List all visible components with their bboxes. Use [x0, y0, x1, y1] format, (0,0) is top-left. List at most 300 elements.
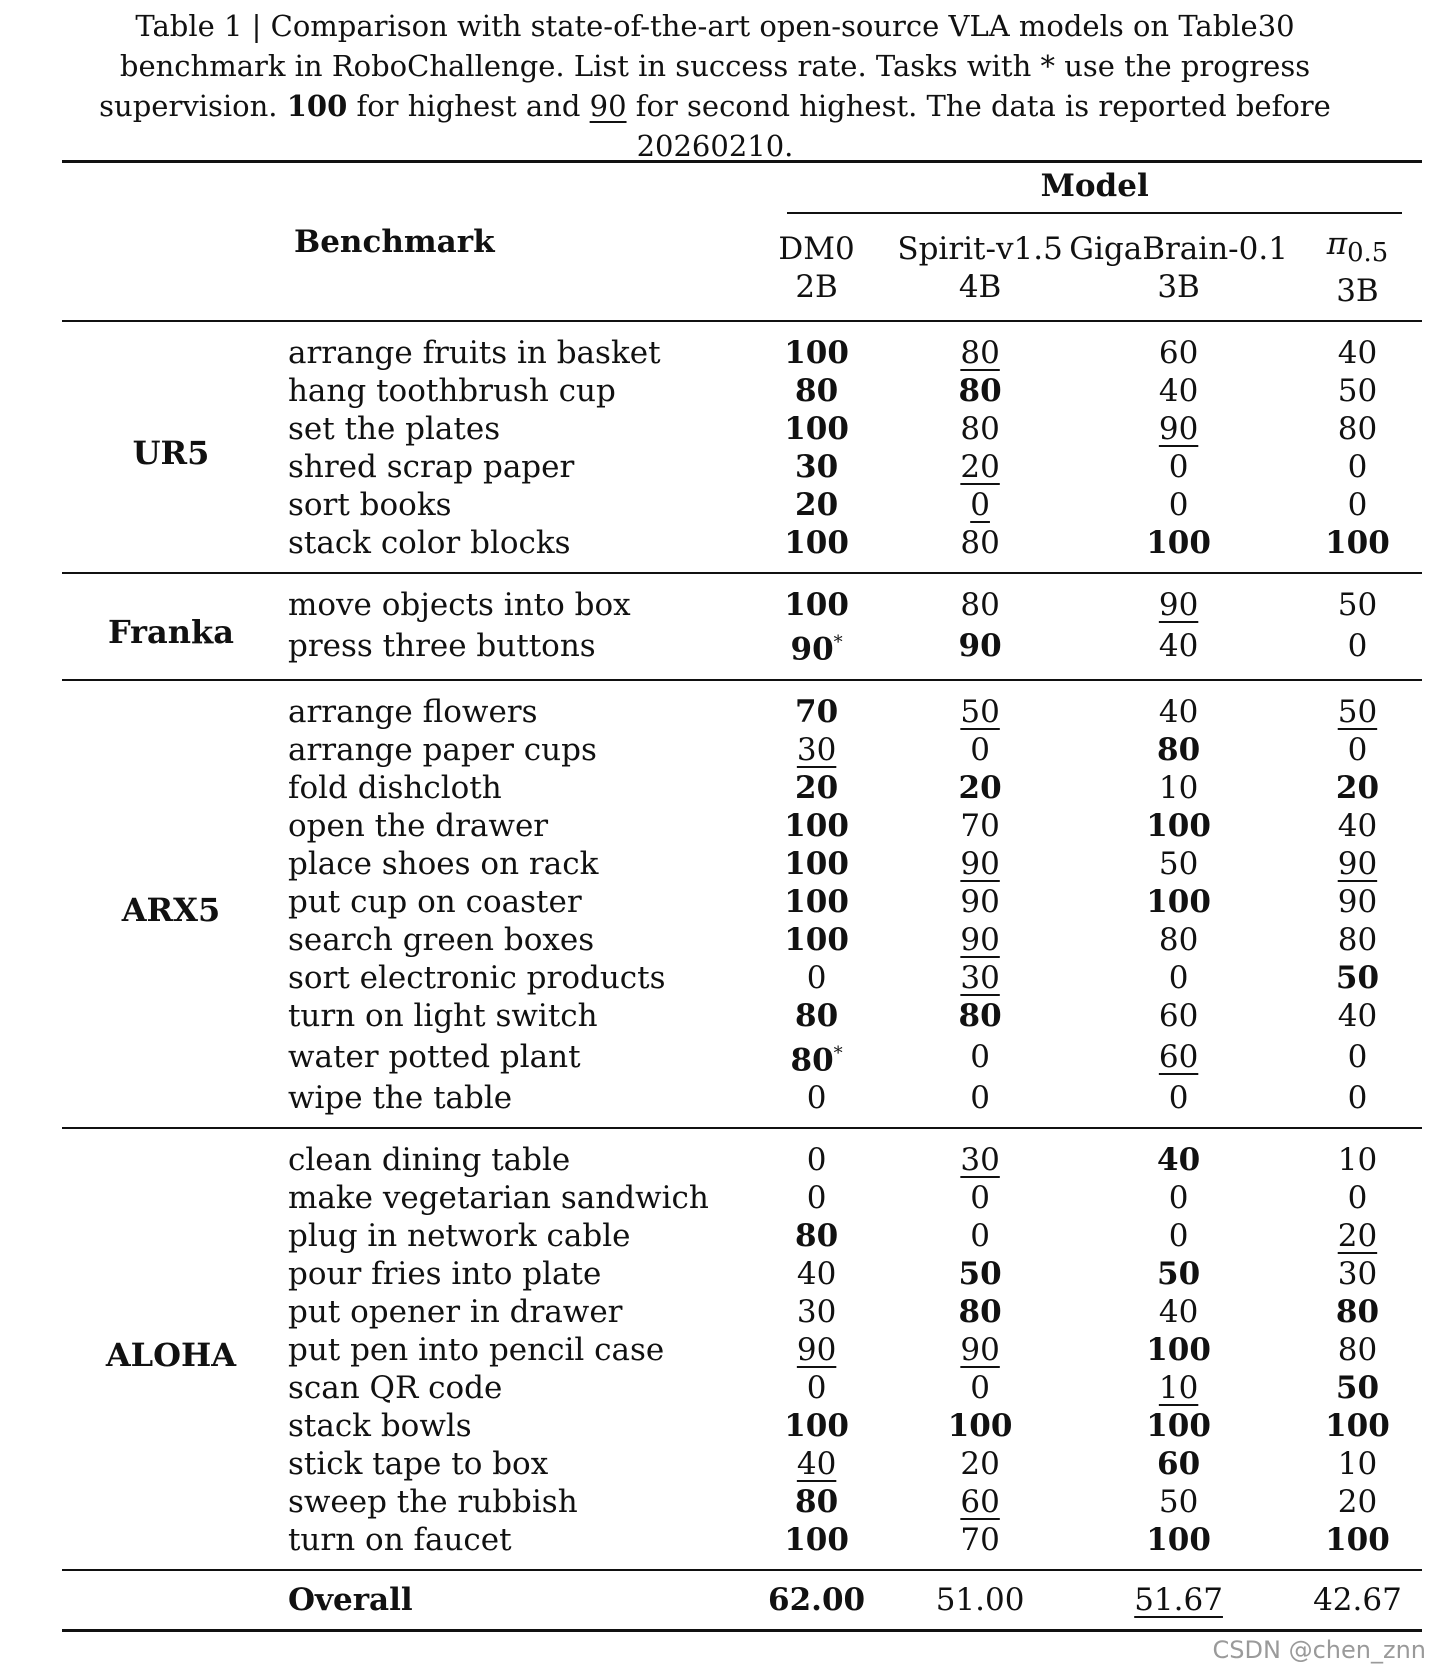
progress-supervision-mark: * — [833, 632, 843, 654]
value-text: 0 — [1168, 1079, 1189, 1116]
caption-bold-example: 100 — [286, 89, 348, 123]
value-cell — [1293, 321, 1422, 372]
value-cell — [1064, 1521, 1293, 1570]
value-cell — [896, 524, 1064, 573]
task-name: open the drawer — [287, 807, 549, 844]
value-text: 90 — [1337, 845, 1378, 882]
value-text: 0 — [1347, 1079, 1368, 1116]
value-text: 100 — [784, 411, 849, 448]
robot-group-label: UR5 — [132, 434, 210, 473]
value-text: 90 — [960, 845, 1000, 882]
value-cell — [737, 845, 896, 883]
value-cell — [737, 372, 896, 410]
value-cell — [896, 769, 1064, 807]
col-name: GigaBrain-0.1 — [1069, 230, 1288, 267]
value-text: 50 — [958, 1255, 1002, 1292]
value-cell — [1064, 1293, 1293, 1331]
value-text: 30 — [795, 449, 839, 486]
task-name: search green boxes — [287, 921, 595, 958]
value-cell — [1293, 883, 1422, 921]
task-name: move objects into box — [287, 587, 631, 624]
value-text: 90 — [796, 1331, 837, 1368]
value-cell — [896, 1179, 1064, 1217]
value-text: 30 — [796, 731, 837, 768]
value-cell — [896, 1369, 1064, 1407]
task-name: stack bowls — [287, 1407, 472, 1444]
value-cell — [1064, 1255, 1293, 1293]
benchmark-header: Benchmark — [294, 223, 495, 260]
col-size: 2B — [795, 268, 838, 305]
value-text: 20 — [1337, 1217, 1378, 1254]
value-text: 0 — [806, 959, 827, 996]
task-name: arrange paper cups — [287, 731, 597, 768]
value-cell — [1064, 624, 1293, 679]
col-header-pi05 — [1293, 219, 1422, 321]
value-cell — [1064, 1217, 1293, 1255]
task-name: sort books — [287, 487, 452, 524]
value-text: 100 — [784, 807, 849, 844]
value-cell — [896, 1331, 1064, 1369]
value-cell — [1293, 1407, 1422, 1445]
value-cell — [737, 1128, 896, 1179]
value-text: 62.00 — [768, 1581, 866, 1618]
task-name: press three buttons — [287, 628, 596, 665]
value-text: 80 — [960, 411, 1000, 448]
results-table — [62, 160, 1422, 1632]
value-text: 100 — [1146, 1521, 1211, 1558]
value-cell — [737, 1079, 896, 1128]
value-cell — [1293, 372, 1422, 410]
value-text: 80 — [1337, 411, 1378, 448]
value-cell — [896, 845, 1064, 883]
col-subscript: 0.5 — [1347, 238, 1389, 269]
value-cell — [896, 680, 1064, 731]
value-text: 0 — [1168, 959, 1189, 996]
value-text: 30 — [960, 959, 1000, 996]
value-cell — [896, 1217, 1064, 1255]
value-cell — [1293, 959, 1422, 997]
task-name: scan QR code — [287, 1369, 503, 1406]
task-name: stack color blocks — [287, 525, 571, 562]
value-cell — [896, 1483, 1064, 1521]
value-cell — [737, 1483, 896, 1521]
task-name: set the plates — [287, 411, 501, 448]
value-cell — [896, 1079, 1064, 1128]
value-cell — [1064, 321, 1293, 372]
robot-group-label: Franka — [108, 613, 234, 652]
value-text: 90 — [960, 921, 1000, 958]
value-text: 30 — [1337, 1255, 1378, 1292]
value-text: 100 — [1146, 883, 1211, 920]
value-cell — [896, 1445, 1064, 1483]
value-text: 100 — [1146, 525, 1211, 562]
value-text: 40 — [1157, 1141, 1201, 1178]
value-cell — [1064, 845, 1293, 883]
value-text: 90 — [1337, 883, 1378, 920]
value-cell — [737, 486, 896, 524]
value-text: 50 — [1335, 959, 1380, 996]
task-name: arrange fruits in basket — [287, 335, 661, 372]
value-cell — [737, 1035, 896, 1079]
value-text: 0 — [1347, 628, 1368, 665]
task-name: water potted plant — [287, 1038, 581, 1075]
value-cell — [737, 1570, 896, 1631]
value-cell — [737, 731, 896, 769]
task-name: hang toothbrush cup — [287, 373, 616, 410]
value-text: 100 — [1146, 1407, 1211, 1444]
value-cell — [737, 624, 896, 679]
value-cell — [1064, 486, 1293, 524]
value-text: 100 — [1325, 525, 1390, 562]
value-cell — [896, 624, 1064, 679]
value-cell — [737, 1331, 896, 1369]
value-cell — [1293, 921, 1422, 959]
table-caption — [50, 6, 1380, 166]
value-text: 50 — [1157, 1255, 1201, 1292]
value-text: 0 — [806, 1141, 827, 1178]
value-text: 0 — [970, 731, 990, 768]
value-text: 100 — [1146, 1331, 1211, 1368]
value-cell — [737, 448, 896, 486]
col-header-spirit — [896, 219, 1064, 321]
value-text: 80 — [1335, 1293, 1380, 1330]
value-text: 50 — [1158, 1483, 1199, 1520]
value-text: 40 — [1158, 1293, 1199, 1330]
table-row — [62, 321, 1422, 372]
value-text: 90 — [958, 628, 1002, 665]
value-cell — [1064, 1483, 1293, 1521]
value-cell — [1293, 997, 1422, 1035]
value-text: 50 — [1337, 373, 1378, 410]
value-cell — [1293, 1255, 1422, 1293]
value-text: 80 — [790, 1041, 834, 1078]
value-cell — [896, 1570, 1064, 1631]
value-text: 80 — [960, 335, 1000, 372]
value-cell — [896, 1521, 1064, 1570]
value-cell — [1064, 959, 1293, 997]
value-text: 0 — [1168, 449, 1189, 486]
value-cell — [1064, 769, 1293, 807]
value-text: 40 — [796, 1255, 837, 1292]
value-cell — [1064, 1035, 1293, 1079]
task-name: turn on light switch — [287, 997, 598, 1034]
value-text: 80 — [960, 587, 1000, 624]
value-text: 0 — [806, 1079, 827, 1116]
value-cell — [1293, 1570, 1422, 1631]
model-header — [737, 162, 1422, 220]
col-name: π — [1326, 226, 1348, 262]
value-text: 80 — [958, 997, 1002, 1034]
value-text: 50 — [1335, 1369, 1380, 1406]
value-text: 90 — [1158, 411, 1199, 448]
value-text: 20 — [958, 769, 1002, 806]
value-text: 0 — [1347, 449, 1368, 486]
value-cell — [1293, 680, 1422, 731]
value-text: 50 — [960, 693, 1000, 730]
value-text: 100 — [947, 1407, 1013, 1444]
task-name: make vegetarian sandwich — [287, 1179, 709, 1216]
value-text: 0 — [970, 1369, 990, 1406]
value-cell — [896, 372, 1064, 410]
value-cell — [737, 1217, 896, 1255]
value-text: 42.67 — [1313, 1581, 1402, 1618]
value-cell — [1064, 448, 1293, 486]
value-cell — [1064, 1331, 1293, 1369]
value-text: 80 — [795, 1483, 839, 1520]
value-cell — [896, 921, 1064, 959]
value-cell — [896, 1407, 1064, 1445]
value-text: 80 — [958, 1293, 1002, 1330]
value-text: 10 — [1158, 1369, 1199, 1406]
value-cell — [1064, 1445, 1293, 1483]
value-text: 100 — [784, 921, 849, 958]
value-text: 80 — [795, 373, 839, 410]
empty-cell — [62, 1570, 280, 1631]
value-cell — [1064, 680, 1293, 731]
value-text: 0 — [970, 1079, 990, 1116]
task-name: put cup on coaster — [287, 883, 582, 920]
value-cell — [1064, 883, 1293, 921]
task-name: sweep the rubbish — [287, 1483, 578, 1520]
value-text: 0 — [806, 1179, 827, 1216]
value-text: 20 — [1335, 769, 1380, 806]
value-cell — [737, 524, 896, 573]
value-cell — [737, 1445, 896, 1483]
value-text: 0 — [1168, 1217, 1189, 1254]
value-cell — [1064, 573, 1293, 624]
value-cell — [1293, 1217, 1422, 1255]
value-cell — [1293, 524, 1422, 573]
value-text: 90 — [960, 883, 1000, 920]
value-cell — [1064, 410, 1293, 448]
value-text: 100 — [1325, 1407, 1390, 1444]
progress-supervision-mark: * — [833, 1042, 843, 1064]
value-text: 90 — [790, 631, 834, 668]
value-text: 40 — [1158, 693, 1199, 730]
value-text: 20 — [795, 487, 839, 524]
value-cell — [737, 997, 896, 1035]
caption-prefix: Table 1 | Comparison with state-of-the-art open-source VLA models on Table30 benchmark in RoboChallenge. List in success rate. Tasks with * use the progress supervision. — [99, 9, 1311, 123]
value-cell — [737, 921, 896, 959]
value-cell — [1064, 997, 1293, 1035]
value-text: 0 — [1347, 1038, 1368, 1075]
value-text: 100 — [784, 335, 849, 372]
value-text: 90 — [960, 1331, 1000, 1368]
col-size: 4B — [958, 268, 1002, 305]
value-cell — [1064, 1079, 1293, 1128]
value-text: 51.00 — [935, 1581, 1025, 1618]
value-text: 100 — [784, 1407, 849, 1444]
value-text: 80 — [1337, 1331, 1378, 1368]
value-cell — [737, 1255, 896, 1293]
task-name: stick tape to box — [287, 1445, 549, 1482]
value-text: 50 — [1337, 587, 1378, 624]
value-text: 60 — [1158, 997, 1199, 1034]
value-cell — [1293, 1521, 1422, 1570]
value-text: 80 — [795, 997, 839, 1034]
value-text: 100 — [784, 845, 849, 882]
value-cell — [737, 1521, 896, 1570]
value-text: 40 — [1337, 807, 1378, 844]
value-cell — [1293, 807, 1422, 845]
value-text: 0 — [970, 1217, 990, 1254]
value-text: 0 — [1347, 487, 1368, 524]
value-text: 70 — [960, 1521, 1000, 1558]
value-cell — [1064, 1407, 1293, 1445]
robot-group-label: ALOHA — [105, 1335, 237, 1374]
value-text: 10 — [1158, 769, 1199, 806]
table-body — [62, 321, 1422, 1630]
value-cell — [896, 1035, 1064, 1079]
col-name: DM0 — [778, 230, 855, 267]
value-cell — [1293, 573, 1422, 624]
value-cell — [1293, 410, 1422, 448]
value-cell — [1293, 1369, 1422, 1407]
value-cell — [896, 1293, 1064, 1331]
value-text: 0 — [1347, 731, 1368, 768]
value-cell — [1293, 486, 1422, 524]
value-text: 80 — [1157, 731, 1201, 768]
value-cell — [896, 410, 1064, 448]
caption-suffix: for second highest. The data is reported before 20260210. — [635, 89, 1331, 163]
value-text: 40 — [1158, 628, 1199, 665]
value-cell — [1064, 1369, 1293, 1407]
value-cell — [896, 997, 1064, 1035]
value-text: 50 — [1337, 693, 1378, 730]
value-cell — [1293, 845, 1422, 883]
value-text: 80 — [1337, 921, 1378, 958]
caption-underline-example: 90 — [589, 89, 627, 123]
value-text: 100 — [1325, 1521, 1390, 1558]
value-cell — [1064, 731, 1293, 769]
task-name: put pen into pencil case — [287, 1331, 665, 1368]
task-name: put opener in drawer — [287, 1293, 623, 1330]
value-cell — [737, 410, 896, 448]
task-name: fold dishcloth — [287, 769, 502, 806]
value-cell — [1293, 769, 1422, 807]
value-text: 0 — [970, 487, 990, 524]
col-header-gigabrain — [1064, 219, 1293, 321]
value-cell — [896, 883, 1064, 921]
value-text: 10 — [1337, 1141, 1378, 1178]
value-cell — [1293, 1035, 1422, 1079]
value-text: 100 — [784, 883, 849, 920]
value-text: 0 — [806, 1369, 827, 1406]
overall-label: Overall — [287, 1581, 413, 1618]
value-text: 20 — [960, 1445, 1000, 1482]
model-header-label: Model — [787, 168, 1402, 214]
value-cell — [1293, 1179, 1422, 1217]
value-cell — [1064, 921, 1293, 959]
value-cell — [737, 883, 896, 921]
value-cell — [737, 1407, 896, 1445]
value-text: 80 — [958, 373, 1002, 410]
value-text: 30 — [960, 1141, 1000, 1178]
value-text: 0 — [1168, 487, 1189, 524]
col-name: Spirit-v1.5 — [897, 230, 1063, 267]
task-name: arrange flowers — [287, 693, 538, 730]
value-cell — [896, 807, 1064, 845]
value-cell — [896, 448, 1064, 486]
value-text: 80 — [795, 1217, 839, 1254]
table-row — [62, 1128, 1422, 1179]
col-size: 3B — [1336, 273, 1379, 310]
value-text: 20 — [960, 449, 1000, 486]
value-text: 70 — [960, 807, 1000, 844]
robot-group-label: ARX5 — [121, 890, 221, 929]
value-cell — [1064, 1179, 1293, 1217]
value-text: 40 — [796, 1445, 837, 1482]
value-text: 100 — [784, 525, 849, 562]
task-name: pour fries into plate — [287, 1255, 602, 1292]
task-name: clean dining table — [287, 1141, 571, 1178]
watermark: CSDN @chen_znn — [1212, 1636, 1426, 1664]
value-cell — [737, 321, 896, 372]
value-text: 100 — [1146, 807, 1211, 844]
value-text: 90 — [1158, 587, 1199, 624]
value-text: 40 — [1158, 373, 1199, 410]
value-cell — [1293, 1128, 1422, 1179]
table-row — [62, 680, 1422, 731]
value-text: 10 — [1337, 1445, 1378, 1482]
value-cell — [737, 959, 896, 997]
task-name: shred scrap paper — [287, 449, 575, 486]
value-cell — [896, 1255, 1064, 1293]
task-name: place shoes on rack — [287, 845, 599, 882]
value-cell — [896, 959, 1064, 997]
value-cell — [1293, 1079, 1422, 1128]
value-cell — [896, 731, 1064, 769]
value-text: 60 — [1157, 1445, 1201, 1482]
caption-mid: for highest and — [356, 89, 581, 123]
value-cell — [1293, 1445, 1422, 1483]
value-cell — [1064, 372, 1293, 410]
task-name: turn on faucet — [287, 1521, 512, 1558]
value-text: 30 — [796, 1293, 837, 1330]
value-cell — [737, 1293, 896, 1331]
task-name: wipe the table — [287, 1079, 513, 1116]
value-text: 100 — [784, 1521, 849, 1558]
value-text: 70 — [795, 693, 839, 730]
task-name: sort electronic products — [287, 959, 666, 996]
table-row — [62, 573, 1422, 624]
value-text: 40 — [1337, 335, 1378, 372]
value-cell — [1064, 1128, 1293, 1179]
value-text: 60 — [1158, 1038, 1199, 1075]
value-cell — [1064, 1570, 1293, 1631]
value-cell — [896, 573, 1064, 624]
value-cell — [1293, 731, 1422, 769]
value-cell — [896, 321, 1064, 372]
value-cell — [737, 573, 896, 624]
value-cell — [737, 1179, 896, 1217]
value-text: 20 — [795, 769, 839, 806]
overall-row — [62, 1570, 1422, 1631]
value-text: 0 — [970, 1179, 990, 1216]
value-cell — [1293, 624, 1422, 679]
col-header-dm0 — [737, 219, 896, 321]
value-text: 60 — [1158, 335, 1199, 372]
value-text: 100 — [784, 587, 849, 624]
value-text: 50 — [1158, 845, 1199, 882]
value-text: 0 — [970, 1038, 990, 1075]
task-name: plug in network cable — [287, 1217, 631, 1254]
value-text: 80 — [960, 525, 1000, 562]
value-cell — [1064, 807, 1293, 845]
value-cell — [896, 1128, 1064, 1179]
value-cell — [1064, 524, 1293, 573]
value-text: 60 — [960, 1483, 1000, 1520]
